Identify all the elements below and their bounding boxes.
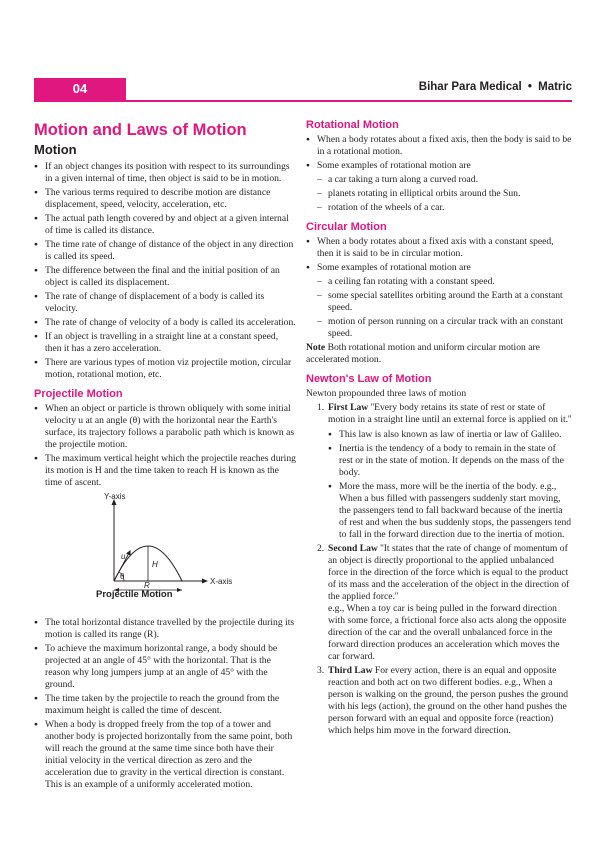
- note-text: Both rotational motion and uniform circular motion are accelerated motion.: [306, 342, 540, 365]
- figure-caption: Projectile Motion: [96, 589, 173, 600]
- list-item: – motion of person running on a circular track with an constant speed.: [306, 316, 572, 340]
- list-item: ● Some examples of rotational motion are: [306, 160, 572, 172]
- velocity-label: u: [121, 552, 126, 561]
- list-item: ● If an object is travelling in a straight line at a constant speed, then it has a zero acceleration.: [34, 331, 296, 355]
- x-axis-arrow: [202, 579, 208, 584]
- list-item: – a car taking a turn along a curved road.: [306, 174, 572, 186]
- page-header: [0, 78, 600, 102]
- circular-list: [306, 236, 572, 274]
- law-item: [306, 665, 572, 737]
- list-item: ● The various terms required to describe motion are distance displacement, speed, velocity, acceleration, etc.: [34, 187, 296, 211]
- rotational-examples: [306, 174, 572, 214]
- height-label: H: [152, 560, 158, 569]
- theta-label: θ: [120, 572, 125, 581]
- list-item: ● Inertia is the tendency of a body to remain in the state of rest or in the state of motion. It depends on the mass of the body.: [328, 443, 572, 479]
- list-item: ● Some examples of rotational motion are: [306, 262, 572, 274]
- law-text: ''It states that the rate of change of momentum of an object is directly proportional to the applied unbalanced force in the direction of the force which is equal to the product of its mass and the acceleration of the object in the direction of the applied force.'': [328, 543, 570, 602]
- list-item: ● When a body rotates about a fixed axis with a constant speed, then it is said to be in circular motion.: [306, 236, 572, 260]
- newton-heading: Newton's Law of Motion: [306, 373, 432, 385]
- projectile-figure: [34, 491, 296, 611]
- circular-examples: [306, 276, 572, 340]
- list-item: [328, 481, 572, 541]
- list-item: ● The total horizontal distance travelled by the projectile during its motion is called its range (R).: [34, 617, 296, 641]
- law1-example: e.g., When a bus filled with passengers suddenly start moving, the passengers tend to fall backward because of the inertia of rest and when the bus suddenly stops, the passengers tend to fall in the forward direction due to the inertia of motion.: [339, 481, 572, 540]
- note-label: Note: [306, 342, 326, 353]
- law-item: [306, 402, 572, 541]
- list-item: ● To achieve the maximum horizontal range, a body should be projected at an angle of 45° with the horizontal. That is the reason why long jumpers jump at an angle of 45° with the ground.: [34, 643, 296, 691]
- circular-heading: Circular Motion: [306, 221, 387, 233]
- list-item: ● This law is also known as law of inertia or law of Galileo.: [328, 429, 572, 441]
- law-label: Third Law: [328, 665, 373, 676]
- running-head: [419, 81, 572, 93]
- list-item: ● The time taken by the projectile to reach the ground from the maximum height is called the time of descent.: [34, 693, 296, 717]
- section-name: Matric: [538, 81, 572, 93]
- header-rule: [34, 100, 572, 102]
- newton-intro: Newton propounded three laws of motion: [306, 388, 467, 399]
- range-label: R: [144, 581, 150, 590]
- range-arrow-right: [177, 588, 182, 592]
- note-paragraph: [306, 342, 572, 366]
- list-item: ● The difference between the final and the initial position of an object is called its displacement.: [34, 265, 296, 289]
- rotational-heading: Rotational Motion: [306, 119, 399, 131]
- law-text: For every action, there is an equal and opposite reaction and both act on two different bodies. e.g., When a person is walking on the ground, the person pushes the ground with his legs (action), the ground on the other hand pushes the person forward with an equal and opposite force (reaction) which helps him move in the forward direction.: [328, 665, 569, 736]
- separator-dot: •: [527, 81, 532, 93]
- left-column: [34, 112, 296, 793]
- law-text: ''Every body retains its state of rest or state of motion in a straight line until an external force is applied on it.'': [328, 402, 572, 425]
- book-title: Bihar Para Medical: [418, 81, 522, 93]
- projectile-list-a: [34, 403, 296, 489]
- x-axis-label: X-axis: [210, 577, 233, 586]
- chapter-title: Motion and Laws of Motion: [34, 121, 247, 139]
- list-item: ● When an object or particle is thrown obliquely with some initial velocity u at an angle (θ) with the horizontal near the Earth's surface, its trajectory follows a parabolic path which is known as the projectile motion.: [34, 403, 296, 451]
- projectile-heading: Projectile Motion: [34, 388, 123, 400]
- projectile-list-b: [34, 617, 296, 791]
- list-item: – some special satellites orbiting around the Earth at a constant speed.: [306, 290, 572, 314]
- list-item: ● There are various types of motion viz projectile motion, circular motion, rotational motion, etc.: [34, 357, 296, 381]
- list-item: – planets rotating in elliptical orbits around the Sun.: [306, 188, 572, 200]
- motion-list: [34, 161, 296, 381]
- motion-heading: Motion: [34, 142, 77, 157]
- law1-bullet-text: More the mass, more will be the inertia of the body.: [339, 481, 538, 492]
- law1-bullets: [328, 429, 572, 541]
- law-number: 1.: [317, 402, 325, 413]
- list-item: ● When a body is dropped freely from the top of a tower and another body is projected horizontally from the same point, both will reach the ground at the same time since both have their initial velocity in the vertical direction as zero and the acceleration due to gravity in the vertical direction is constant. This is an example of a uniformly accelerated motion.: [34, 719, 296, 791]
- law-label: Second Law: [328, 543, 378, 554]
- list-item: ● The maximum vertical height which the projectile reaches during its motion is H and the time taken to reach H is known as the time of ascent.: [34, 453, 296, 489]
- list-item: – a ceiling fan rotating with a constant speed.: [306, 276, 572, 288]
- page-number: 04: [34, 78, 126, 100]
- list-item: ● The actual path length covered by and object at a given internal of time is called its distance.: [34, 213, 296, 237]
- law-number: 3.: [317, 665, 325, 676]
- list-item: ● The rate of change of velocity of a body is called its acceleration.: [34, 317, 296, 329]
- rotational-list: [306, 134, 572, 172]
- list-item: – rotation of the wheels of a car.: [306, 202, 572, 214]
- law-number: 2.: [317, 543, 325, 554]
- list-item: ● The rate of change of displacement of a body is called its velocity.: [34, 291, 296, 315]
- list-item: ● The time rate of change of distance of the object in any direction is called its speed.: [34, 239, 296, 263]
- list-item: ● If an object changes its position with respect to its surroundings in a given internal of time, then object is said to be in motion.: [34, 161, 296, 185]
- y-axis-label: Y-axis: [104, 492, 126, 501]
- law-item: [306, 543, 572, 663]
- newton-laws-list: [306, 402, 572, 737]
- list-item: ● When a body rotates about a fixed axis, then the body is said to be in a rotational motion.: [306, 134, 572, 158]
- law-label: First Law: [328, 402, 369, 413]
- right-column: [306, 112, 572, 739]
- law2-example: e.g., When a toy car is being pulled in the forward direction with some force, a frictional force also acts along the opposite direction of the car and the overall unbalanced force in the forward direction produces an acceleration which moves the car forward.: [328, 603, 567, 662]
